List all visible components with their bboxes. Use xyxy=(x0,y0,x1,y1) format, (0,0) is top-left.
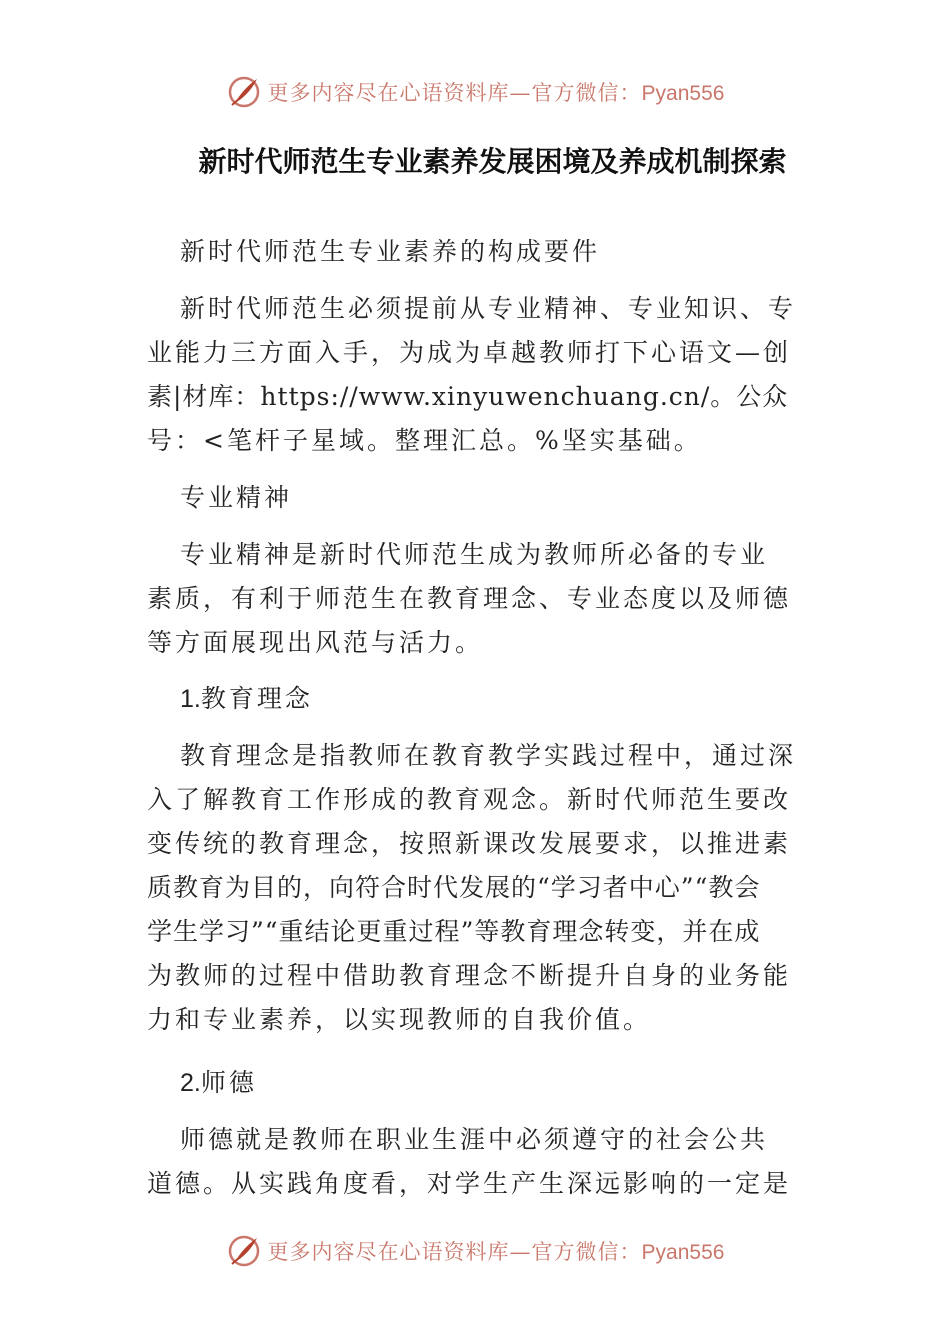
document-title: 新时代师范生专业素养发展困境及养成机制探索 xyxy=(198,145,787,178)
watermark-text: 更多内容尽在心语资料库—官方微信：Pyan556 xyxy=(267,81,725,105)
paragraph-line: 业能力三方面入手，为成为卓越教师打下心语文—创 xyxy=(147,338,792,367)
paragraph-line: 入了解教育工作形成的教育观念。新时代师范生要改 xyxy=(147,785,792,814)
subsection-heading: 2.师德 xyxy=(180,1068,257,1097)
paragraph-line: 质教育为目的，向符合时代发展的“学习者中心”“教会 xyxy=(147,873,761,902)
paragraph-line: 变传统的教育理念，按照新课改发展要求，以推进素 xyxy=(147,829,792,858)
paragraph-line: 道德。从实践角度看，对学生产生深远影响的一定是 xyxy=(147,1169,792,1198)
paragraph-line: 力和专业素养，以实现教师的自我价值。 xyxy=(147,1005,652,1034)
paragraph-line: 为教师的过程中借助教育理念不断提升自身的业务能 xyxy=(147,961,792,990)
paragraph-line: 号：<笔杆子星域。整理汇总。%坚实基础。 xyxy=(147,426,702,455)
paragraph-line: 等方面展现出风范与活力。 xyxy=(147,628,484,657)
feather-quill-logo-icon xyxy=(226,1233,262,1269)
paragraph-line: 师德就是教师在职业生涯中必须遵守的社会公共 xyxy=(180,1125,769,1154)
footer-watermark xyxy=(0,1231,950,1271)
paragraph-line: 专业精神是新时代师范生成为教师所必备的专业 xyxy=(180,540,769,569)
header-watermark xyxy=(0,72,950,112)
section-heading: 新时代师范生专业素养的构成要件 xyxy=(180,237,601,266)
paragraph-line: 素|材库：https://www.xinyuwenchuang.cn/。公众 xyxy=(147,382,789,411)
paragraph-line: 教育理念是指教师在教育教学实践过程中，通过深 xyxy=(180,741,797,770)
paragraph-line: 素质，有利于师范生在教育理念、专业态度以及师德 xyxy=(147,584,792,613)
section-heading: 专业精神 xyxy=(180,483,293,512)
paragraph-line: 学生学习”“重结论更重过程”等教育理念转变，并在成 xyxy=(147,917,761,946)
feather-quill-logo-icon xyxy=(226,74,262,110)
watermark-text: 更多内容尽在心语资料库—官方微信：Pyan556 xyxy=(267,1240,725,1264)
subsection-heading: 1.教育理念 xyxy=(180,684,313,713)
paragraph-line: 新时代师范生必须提前从专业精神、专业知识、专 xyxy=(180,294,797,323)
